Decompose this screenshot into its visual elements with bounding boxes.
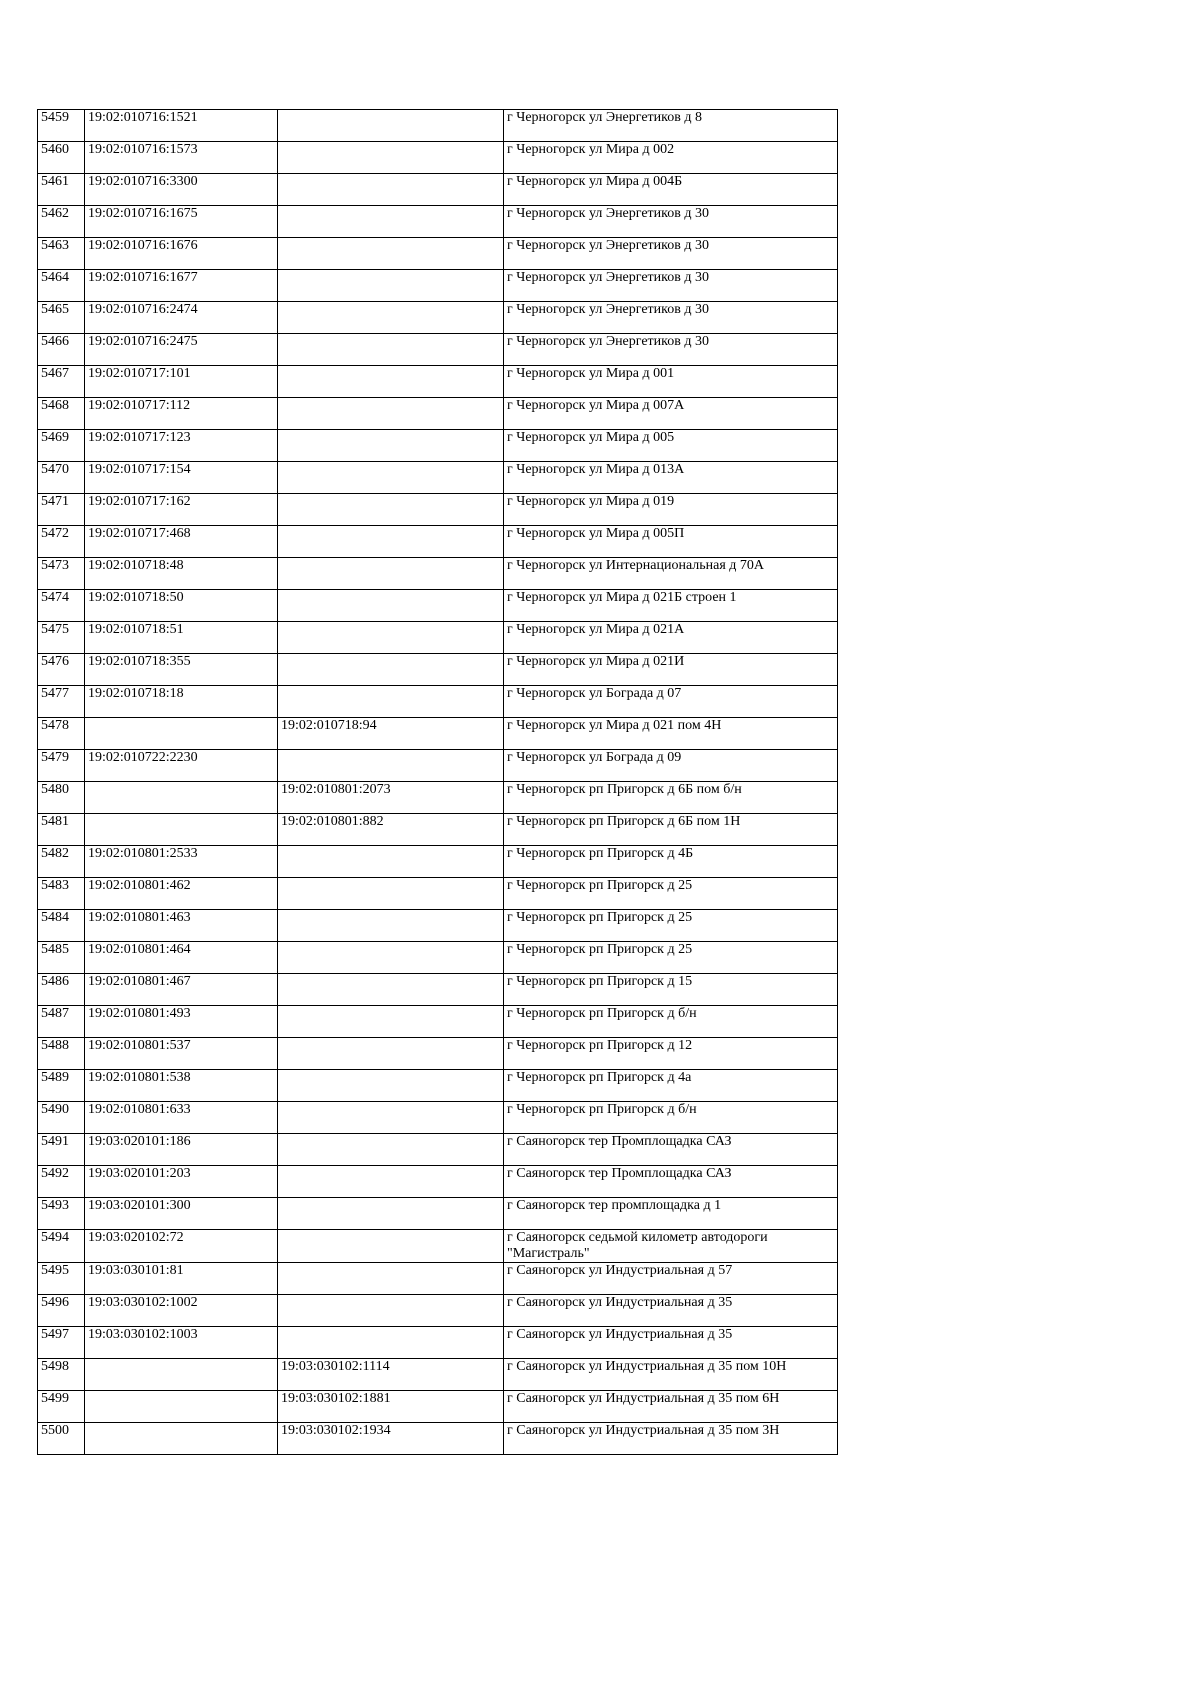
cadastral-number-cell: 19:03:030102:1002 [85,1295,278,1327]
table-row [38,1263,838,1295]
row-number-cell: 5498 [38,1359,85,1391]
cadastral-number-cell: 19:02:010716:2475 [85,334,278,366]
cadastral-number-cell: 19:02:010718:18 [85,686,278,718]
premises-cadastral-number-cell [278,430,504,462]
cadastral-number-cell: 19:02:010718:50 [85,590,278,622]
row-number-cell: 5492 [38,1166,85,1198]
address-cell: г Черногорск рп Пригорск д 6Б пом б/н [504,782,838,814]
address-cell: г Черногорск рп Пригорск д 4Б [504,846,838,878]
address-cell: г Саяногорск тер Промплощадка САЗ [504,1166,838,1198]
row-number-cell: 5480 [38,782,85,814]
cadastral-number-cell [85,782,278,814]
premises-cadastral-number-cell [278,302,504,334]
table-row [38,302,838,334]
address-cell: г Саяногорск ул Индустриальная д 57 [504,1263,838,1295]
address-cell: г Черногорск ул Интернациональная д 70А [504,558,838,590]
row-number-cell: 5484 [38,910,85,942]
address-cell: г Черногорск ул Мира д 001 [504,366,838,398]
address-cell: г Черногорск ул Энергетиков д 8 [504,110,838,142]
cadastral-number-cell: 19:02:010717:123 [85,430,278,462]
cadastral-number-cell: 19:03:020101:300 [85,1198,278,1230]
row-number-cell: 5482 [38,846,85,878]
address-cell: г Саяногорск ул Индустриальная д 35 пом 10Н [504,1359,838,1391]
row-number-cell: 5467 [38,366,85,398]
address-cell: г Саяногорск ул Индустриальная д 35 [504,1327,838,1359]
address-cell: г Черногорск ул Мира д 007А [504,398,838,430]
premises-cadastral-number-cell [278,142,504,174]
premises-cadastral-number-cell [278,1102,504,1134]
table-row [38,174,838,206]
address-cell: г Черногорск рп Пригорск д 12 [504,1038,838,1070]
cadastral-number-cell: 19:02:010717:468 [85,526,278,558]
address-cell: г Саяногорск тер Промплощадка САЗ [504,1134,838,1166]
premises-cadastral-number-cell [278,238,504,270]
address-cell: г Черногорск ул Мира д 005П [504,526,838,558]
row-number-cell: 5496 [38,1295,85,1327]
cadastral-number-cell: 19:02:010716:3300 [85,174,278,206]
premises-cadastral-number-cell [278,1263,504,1295]
table-row [38,622,838,654]
cadastral-number-cell: 19:02:010801:463 [85,910,278,942]
address-cell: г Саяногорск тер промплощадка д 1 [504,1198,838,1230]
cadastral-number-cell: 19:02:010722:2230 [85,750,278,782]
address-cell: г Черногорск рп Пригорск д 25 [504,910,838,942]
row-number-cell: 5459 [38,110,85,142]
premises-cadastral-number-cell [278,270,504,302]
cadastral-number-cell: 19:02:010801:467 [85,974,278,1006]
table-row [38,1423,838,1455]
row-number-cell: 5463 [38,238,85,270]
address-cell: г Черногорск рп Пригорск д 25 [504,942,838,974]
premises-cadastral-number-cell [278,846,504,878]
row-number-cell: 5466 [38,334,85,366]
premises-cadastral-number-cell [278,398,504,430]
table-row [38,846,838,878]
cadastral-number-cell: 19:03:020102:72 [85,1230,278,1263]
address-cell: г Черногорск ул Бограда д 09 [504,750,838,782]
address-cell: г Черногорск ул Энергетиков д 30 [504,206,838,238]
premises-cadastral-number-cell [278,1166,504,1198]
cadastral-number-cell: 19:03:020101:186 [85,1134,278,1166]
table-row [38,750,838,782]
row-number-cell: 5488 [38,1038,85,1070]
address-cell: г Черногорск ул Мира д 019 [504,494,838,526]
row-number-cell: 5481 [38,814,85,846]
premises-cadastral-number-cell: 19:03:030102:1881 [278,1391,504,1423]
address-cell: г Черногорск ул Мира д 021 пом 4Н [504,718,838,750]
premises-cadastral-number-cell [278,334,504,366]
premises-cadastral-number-cell: 19:03:030102:1934 [278,1423,504,1455]
cadastral-number-cell: 19:02:010718:355 [85,654,278,686]
premises-cadastral-number-cell [278,910,504,942]
table-row [38,1391,838,1423]
cadastral-number-cell: 19:02:010716:1521 [85,110,278,142]
address-cell: г Черногорск рп Пригорск д 15 [504,974,838,1006]
table-row [38,718,838,750]
row-number-cell: 5500 [38,1423,85,1455]
row-number-cell: 5472 [38,526,85,558]
row-number-cell: 5476 [38,654,85,686]
table-row [38,110,838,142]
premises-cadastral-number-cell: 19:02:010801:882 [278,814,504,846]
table-row [38,1359,838,1391]
address-cell: г Черногорск рп Пригорск д 4а [504,1070,838,1102]
cadastral-number-cell: 19:02:010716:2474 [85,302,278,334]
premises-cadastral-number-cell [278,590,504,622]
row-number-cell: 5479 [38,750,85,782]
row-number-cell: 5495 [38,1263,85,1295]
table-row [38,1006,838,1038]
premises-cadastral-number-cell [278,558,504,590]
table-row [38,142,838,174]
row-number-cell: 5489 [38,1070,85,1102]
table-row [38,1038,838,1070]
cadastral-number-cell: 19:02:010716:1676 [85,238,278,270]
address-cell: г Черногорск ул Энергетиков д 30 [504,334,838,366]
premises-cadastral-number-cell [278,750,504,782]
table-row [38,910,838,942]
table-row [38,1166,838,1198]
table-row [38,270,838,302]
cadastral-number-cell: 19:02:010801:493 [85,1006,278,1038]
row-number-cell: 5469 [38,430,85,462]
cadastral-number-cell: 19:02:010716:1573 [85,142,278,174]
cadastral-number-cell: 19:02:010801:538 [85,1070,278,1102]
cadastral-number-cell: 19:02:010716:1675 [85,206,278,238]
table-row [38,1198,838,1230]
cadastral-number-cell: 19:02:010718:51 [85,622,278,654]
address-cell: г Саяногорск ул Индустриальная д 35 [504,1295,838,1327]
row-number-cell: 5499 [38,1391,85,1423]
row-number-cell: 5468 [38,398,85,430]
premises-cadastral-number-cell: 19:02:010718:94 [278,718,504,750]
row-number-cell: 5493 [38,1198,85,1230]
row-number-cell: 5474 [38,590,85,622]
premises-cadastral-number-cell [278,1327,504,1359]
row-number-cell: 5477 [38,686,85,718]
cadastral-number-cell: 19:02:010717:112 [85,398,278,430]
address-cell: г Саяногорск седьмой километр автодороги "Магистраль" [504,1230,838,1263]
address-cell: г Черногорск рп Пригорск д 25 [504,878,838,910]
cadastral-number-cell: 19:02:010718:48 [85,558,278,590]
row-number-cell: 5478 [38,718,85,750]
cadastral-number-cell: 19:03:030102:1003 [85,1327,278,1359]
row-number-cell: 5497 [38,1327,85,1359]
premises-cadastral-number-cell [278,1295,504,1327]
cadastral-number-cell [85,814,278,846]
row-number-cell: 5491 [38,1134,85,1166]
address-cell: г Черногорск ул Мира д 021Б строен 1 [504,590,838,622]
table-row [38,974,838,1006]
table-row [38,878,838,910]
row-number-cell: 5494 [38,1230,85,1263]
registry-table-body [38,110,838,1455]
table-row [38,398,838,430]
cadastral-number-cell [85,1391,278,1423]
table-row [38,654,838,686]
row-number-cell: 5471 [38,494,85,526]
cadastral-number-cell: 19:02:010717:154 [85,462,278,494]
address-cell: г Черногорск ул Мира д 004Б [504,174,838,206]
premises-cadastral-number-cell [278,1134,504,1166]
cadastral-number-cell: 19:02:010717:162 [85,494,278,526]
table-row [38,238,838,270]
table-row [38,686,838,718]
premises-cadastral-number-cell [278,1006,504,1038]
cadastral-number-cell: 19:02:010801:464 [85,942,278,974]
address-cell: г Черногорск ул Мира д 002 [504,142,838,174]
premises-cadastral-number-cell [278,174,504,206]
cadastral-number-cell: 19:02:010801:633 [85,1102,278,1134]
address-cell: г Черногорск ул Энергетиков д 30 [504,270,838,302]
premises-cadastral-number-cell: 19:03:030102:1114 [278,1359,504,1391]
premises-cadastral-number-cell [278,494,504,526]
registry-table [37,109,838,1455]
premises-cadastral-number-cell [278,686,504,718]
premises-cadastral-number-cell [278,366,504,398]
address-cell: г Черногорск рп Пригорск д б/н [504,1102,838,1134]
cadastral-number-cell: 19:03:030101:81 [85,1263,278,1295]
premises-cadastral-number-cell: 19:02:010801:2073 [278,782,504,814]
table-row [38,1230,838,1263]
row-number-cell: 5462 [38,206,85,238]
table-row [38,782,838,814]
address-cell: г Саяногорск ул Индустриальная д 35 пом 3Н [504,1423,838,1455]
table-row [38,1070,838,1102]
cadastral-number-cell [85,718,278,750]
row-number-cell: 5475 [38,622,85,654]
row-number-cell: 5485 [38,942,85,974]
premises-cadastral-number-cell [278,526,504,558]
row-number-cell: 5473 [38,558,85,590]
table-row [38,526,838,558]
table-row [38,814,838,846]
cadastral-number-cell [85,1359,278,1391]
table-row [38,1102,838,1134]
premises-cadastral-number-cell [278,622,504,654]
table-row [38,334,838,366]
cadastral-number-cell: 19:02:010801:537 [85,1038,278,1070]
address-cell: г Черногорск рп Пригорск д б/н [504,1006,838,1038]
row-number-cell: 5465 [38,302,85,334]
table-row [38,1134,838,1166]
table-row [38,206,838,238]
table-row [38,590,838,622]
cadastral-number-cell: 19:03:020101:203 [85,1166,278,1198]
address-cell: г Черногорск ул Бограда д 07 [504,686,838,718]
address-cell: г Черногорск ул Мира д 013А [504,462,838,494]
premises-cadastral-number-cell [278,462,504,494]
cadastral-number-cell: 19:02:010716:1677 [85,270,278,302]
premises-cadastral-number-cell [278,974,504,1006]
premises-cadastral-number-cell [278,654,504,686]
address-cell: г Черногорск ул Энергетиков д 30 [504,302,838,334]
premises-cadastral-number-cell [278,1070,504,1102]
address-cell: г Черногорск ул Мира д 021А [504,622,838,654]
cadastral-number-cell: 19:02:010801:2533 [85,846,278,878]
row-number-cell: 5490 [38,1102,85,1134]
table-row [38,494,838,526]
premises-cadastral-number-cell [278,942,504,974]
address-cell: г Черногорск ул Энергетиков д 30 [504,238,838,270]
row-number-cell: 5483 [38,878,85,910]
row-number-cell: 5461 [38,174,85,206]
premises-cadastral-number-cell [278,1230,504,1263]
table-row [38,558,838,590]
premises-cadastral-number-cell [278,1198,504,1230]
premises-cadastral-number-cell [278,1038,504,1070]
table-row [38,1327,838,1359]
row-number-cell: 5470 [38,462,85,494]
address-cell: г Черногорск рп Пригорск д 6Б пом 1Н [504,814,838,846]
table-row [38,366,838,398]
row-number-cell: 5460 [38,142,85,174]
address-cell: г Саяногорск ул Индустриальная д 35 пом 6Н [504,1391,838,1423]
row-number-cell: 5487 [38,1006,85,1038]
table-row [38,430,838,462]
cadastral-number-cell: 19:02:010717:101 [85,366,278,398]
address-cell: г Черногорск ул Мира д 021И [504,654,838,686]
cadastral-number-cell [85,1423,278,1455]
row-number-cell: 5486 [38,974,85,1006]
address-cell: г Черногорск ул Мира д 005 [504,430,838,462]
premises-cadastral-number-cell [278,206,504,238]
cadastral-number-cell: 19:02:010801:462 [85,878,278,910]
premises-cadastral-number-cell [278,878,504,910]
table-row [38,462,838,494]
table-row [38,1295,838,1327]
table-row [38,942,838,974]
premises-cadastral-number-cell [278,110,504,142]
row-number-cell: 5464 [38,270,85,302]
